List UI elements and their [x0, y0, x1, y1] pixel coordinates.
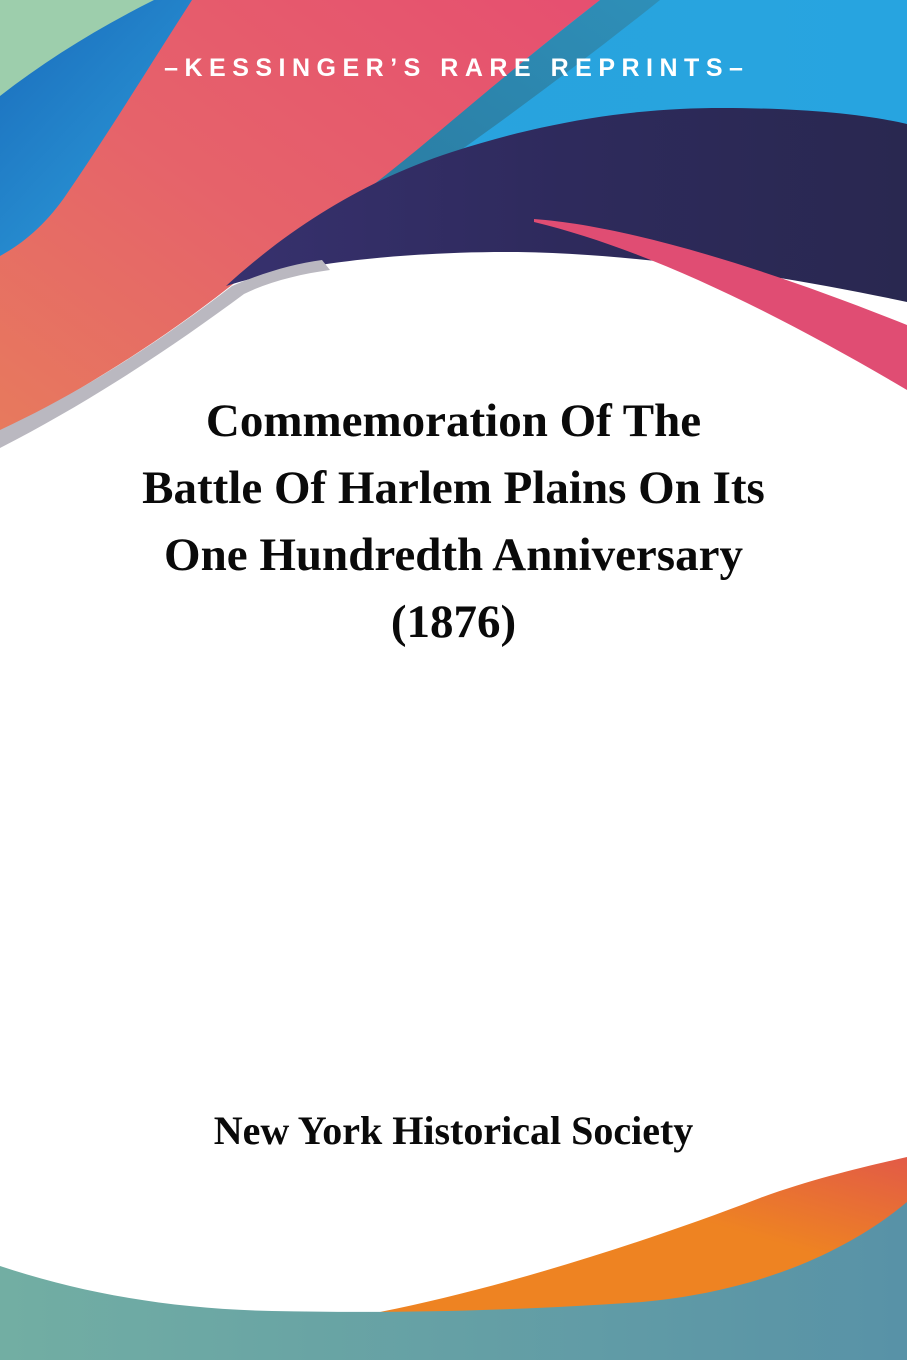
book-title: [0, 388, 907, 656]
author-name: New York Historical Society: [213, 1108, 694, 1153]
publisher-banner: –KESSINGER’S RARE REPRINTS–: [164, 54, 750, 82]
title-line-4: (1876): [390, 596, 517, 648]
title-line-1: Commemoration Of The: [205, 395, 702, 447]
title-line-2: Battle Of Harlem Plains On Its: [142, 462, 765, 514]
title-line-3: One Hundredth Anniversary: [164, 529, 743, 581]
